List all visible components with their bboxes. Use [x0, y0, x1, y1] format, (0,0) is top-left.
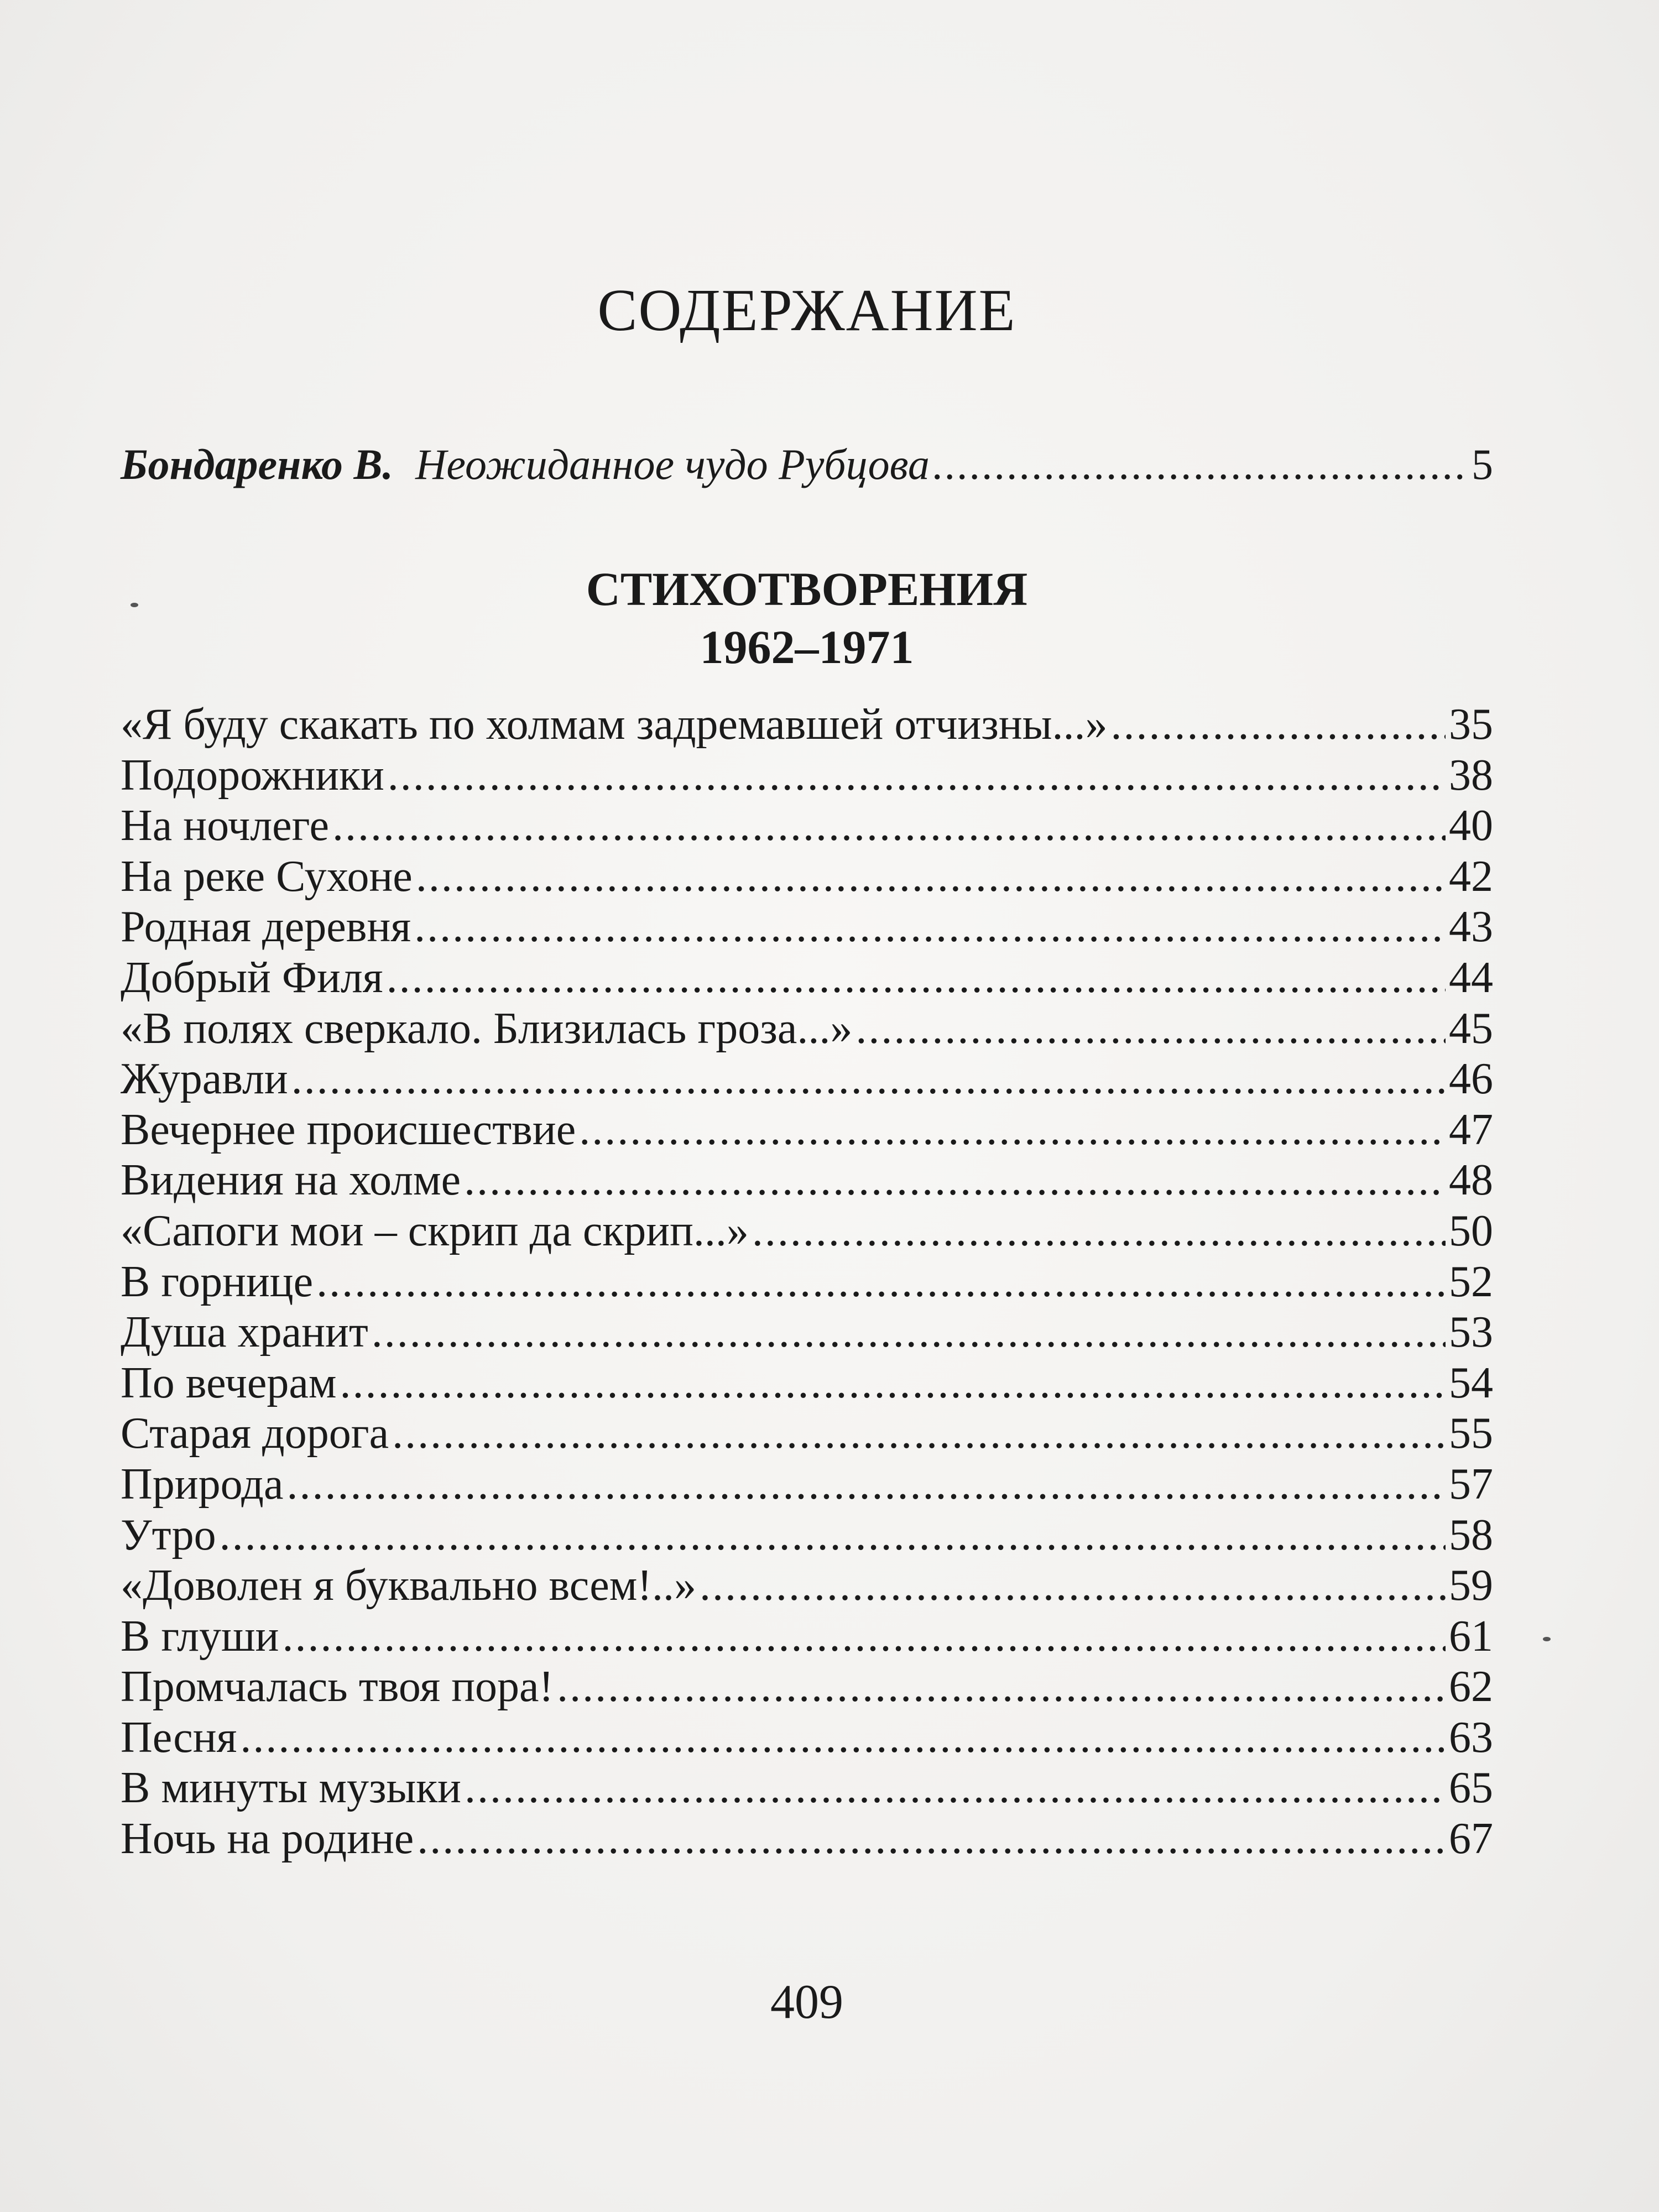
toc-entry [121, 1611, 1493, 1662]
toc-entry-title: Утро [121, 1510, 216, 1559]
toc-entry [121, 1814, 1493, 1865]
dot-leader [282, 1611, 1446, 1662]
toc-entry-page: 54 [1449, 1358, 1493, 1407]
toc-entry [121, 1206, 1493, 1257]
toc-entry-title: Журавли [121, 1055, 288, 1104]
toc-entry-page: 57 [1449, 1459, 1493, 1509]
toc-entry [121, 1155, 1493, 1206]
toc-entry-title: Видения на холме [121, 1156, 461, 1205]
dot-leader [1110, 700, 1446, 750]
toc-entry-title: Добрый Филя [121, 953, 383, 1002]
toc-entry-page: 38 [1449, 750, 1493, 800]
dot-leader [700, 1561, 1446, 1611]
dot-leader [752, 1206, 1446, 1257]
toc-entry [121, 1257, 1493, 1308]
toc-entry-title: «Сапоги мои – скрип да скрип...» [121, 1206, 749, 1255]
toc-entry-page: 35 [1449, 700, 1493, 749]
dot-leader [372, 1307, 1446, 1358]
toc-entry [121, 902, 1493, 953]
toc-entry-title: Песня [121, 1713, 237, 1762]
toc-entry [121, 1713, 1493, 1764]
toc-entry-title: «Я буду скакать по холмам задремавшей отчизны...» [121, 700, 1108, 749]
toc-entry-title: Родная деревня [121, 902, 411, 952]
toc-entry-page: 62 [1449, 1662, 1493, 1712]
dot-leader [465, 1763, 1446, 1814]
toc-entry-title: По вечерам [121, 1358, 337, 1407]
toc-entry-page: 65 [1449, 1764, 1493, 1813]
toc-entry [121, 852, 1493, 902]
dot-leader [392, 1408, 1446, 1459]
toc-entry [121, 750, 1493, 801]
toc-entry [121, 1561, 1493, 1611]
toc-entry-title: На ночлеге [121, 801, 329, 851]
toc-entry-title: Вечернее происшествие [121, 1105, 576, 1154]
intro-entry [121, 440, 1493, 489]
dot-leader [933, 440, 1468, 489]
dot-leader [417, 1814, 1446, 1865]
toc-entry [121, 801, 1493, 852]
dot-leader [579, 1105, 1446, 1156]
intro-page-number: 5 [1472, 440, 1493, 488]
dot-leader [220, 1510, 1446, 1561]
toc-entry [121, 1004, 1493, 1055]
toc-entry [121, 1510, 1493, 1561]
dot-leader [388, 750, 1446, 801]
toc-entry-page: 55 [1449, 1409, 1493, 1458]
dot-leader [416, 852, 1446, 902]
toc-entry-page: 61 [1449, 1611, 1493, 1661]
dot-leader [287, 1459, 1446, 1510]
toc-entry-title: Душа хранит [121, 1308, 368, 1357]
dot-leader [414, 902, 1446, 953]
toc-entry-title: «Доволен я буквально всем!..» [121, 1561, 697, 1610]
toc-entry [121, 1054, 1493, 1105]
intro-title: Неожиданное чудо Рубцова [415, 440, 930, 488]
section-years: 1962–1971 [700, 620, 914, 674]
dot-leader [340, 1358, 1446, 1409]
print-speck [131, 603, 138, 607]
toc-entry [121, 700, 1493, 750]
toc-entry [121, 953, 1493, 1004]
toc-entry-page: 59 [1449, 1561, 1493, 1610]
toc-entry-page: 40 [1449, 801, 1493, 851]
intro-author: Бондаренко В. [121, 440, 394, 488]
toc-entry [121, 1662, 1493, 1713]
toc-entry-title: Промчалась твоя пора! [121, 1662, 554, 1712]
toc-entry-title: «В полях сверкало. Близилась гроза...» [121, 1004, 853, 1053]
page-number: 409 [770, 1975, 843, 2029]
toc-entry [121, 1105, 1493, 1156]
toc-entry [121, 1358, 1493, 1409]
toc-entry-page: 42 [1449, 852, 1493, 901]
dot-leader [332, 801, 1446, 852]
dot-leader [557, 1662, 1446, 1713]
dot-leader [855, 1004, 1446, 1055]
toc-entry-title: Подорожники [121, 750, 384, 800]
page-title: СОДЕРЖАНИЕ [597, 278, 1016, 343]
toc-entry [121, 1459, 1493, 1510]
toc-entry [121, 1307, 1493, 1358]
toc-entry-page: 46 [1449, 1055, 1493, 1104]
toc-entry-title: Природа [121, 1459, 284, 1509]
toc-entry-title: На реке Сухоне [121, 852, 413, 901]
dot-leader [464, 1155, 1446, 1206]
toc-entry-page: 50 [1449, 1206, 1493, 1255]
dot-leader [291, 1054, 1446, 1105]
toc-entry-page: 44 [1449, 953, 1493, 1002]
toc-entry [121, 1408, 1493, 1459]
toc-entry-page: 47 [1449, 1105, 1493, 1154]
toc-entry-page: 67 [1449, 1814, 1493, 1864]
toc-entry-page: 53 [1449, 1308, 1493, 1357]
dot-leader [316, 1257, 1446, 1308]
toc-entry-title: Старая дорога [121, 1409, 389, 1458]
toc-entry-page: 63 [1449, 1713, 1493, 1762]
dot-leader [387, 953, 1446, 1004]
toc-entry [121, 1763, 1493, 1814]
toc-entry-title: В глуши [121, 1611, 279, 1661]
toc-entry-title: Ночь на родине [121, 1814, 414, 1864]
toc-entry-page: 52 [1449, 1257, 1493, 1306]
print-speck [1543, 1637, 1551, 1641]
toc-list [121, 700, 1493, 1865]
toc-entry-title: В минуты музыки [121, 1764, 461, 1813]
toc-entry-page: 48 [1449, 1156, 1493, 1205]
toc-entry-page: 45 [1449, 1004, 1493, 1053]
section-heading: СТИХОТВОРЕНИЯ [586, 562, 1028, 615]
toc-entry-page: 43 [1449, 902, 1493, 952]
toc-entry-page: 58 [1449, 1510, 1493, 1559]
toc-entry-title: В горнице [121, 1257, 314, 1306]
dot-leader [240, 1713, 1446, 1764]
